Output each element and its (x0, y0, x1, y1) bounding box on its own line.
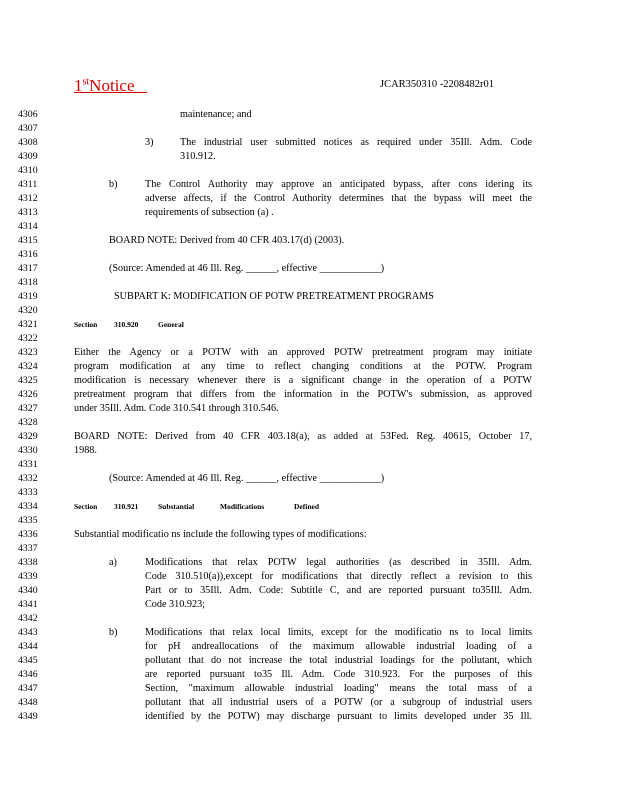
line-4345: pollutant that do not increase the total industrial loadings for the pollutant, which (145, 655, 532, 666)
line-number: 4348 (18, 697, 38, 708)
line-4324: program modification at any time to reflect changing conditions at the POTW. Program (74, 361, 532, 372)
line-4311: The Control Authority may approve an anticipated bypass, after cons idering its (145, 179, 532, 190)
line-number: 4347 (18, 683, 38, 694)
line-4341: Code 310.923; (145, 599, 205, 610)
line-number: 4330 (18, 445, 38, 456)
line-number: 4340 (18, 585, 38, 596)
line-4348: pollutant that all industrial users of a POTW (or a subgroup of industrial users (145, 697, 532, 708)
line-4313: requirements of subsection (a) . (145, 207, 274, 218)
section-number-4334: 310.921 (114, 502, 139, 511)
section-title-4321: General (158, 320, 184, 329)
line-number: 4328 (18, 417, 38, 428)
line-number: 4312 (18, 193, 38, 204)
notice-suffix: st (82, 76, 90, 88)
document-code: JCAR350310 -2208482r01 (380, 79, 495, 90)
line-number: 4327 (18, 403, 38, 414)
line-number: 4346 (18, 669, 38, 680)
board-note-4315: BOARD NOTE: Derived from 40 CFR 403.17(d) (2003). (109, 235, 345, 246)
line-number: 4329 (18, 431, 38, 442)
line-number: 4331 (18, 459, 38, 470)
line-4327: under 35Ill. Adm. Code 310.541 through 310.546. (74, 403, 279, 414)
line-number: 4308 (18, 137, 38, 148)
line-4312: adverse affects, if the Control Authority determines that the bypass will meet the (145, 193, 532, 204)
line-4325: modification is necessary whenever there is a significant change in the operation of a POTW (74, 375, 532, 386)
line-4323: Either the Agency or a POTW with an approved POTW pretreatment program may initiate (74, 347, 532, 358)
line-4340: Part or to 35Ill. Adm. Code: Subtitle C, and are reported pursuant to35Ill. Adm. (145, 585, 532, 596)
item-a-number: a) (109, 557, 117, 568)
source-note-4317: (Source: Amended at 46 Ill. Reg. ______, effective ____________) (109, 263, 385, 274)
line-number: 4313 (18, 207, 38, 218)
line-number: 4325 (18, 375, 38, 386)
section-title-part2: Modifications (220, 502, 265, 511)
line-number: 4332 (18, 473, 38, 484)
line-number: 4344 (18, 641, 38, 652)
line-number: 4326 (18, 389, 38, 400)
line-4339: Code 310.510(a)),except for modifications that directly reflect a revision to this (145, 571, 532, 582)
section-number-4321: 310.920 (114, 320, 139, 329)
line-number: 4336 (18, 529, 38, 540)
line-number: 4314 (18, 221, 38, 232)
line-number: 4323 (18, 347, 38, 358)
line-4308: The industrial user submitted notices as required under 35Ill. Adm. Code (180, 137, 532, 148)
item-b-number: b) (109, 179, 118, 190)
line-4309: 310.912. (180, 151, 216, 162)
line-number: 4345 (18, 655, 38, 666)
line-number: 4335 (18, 515, 38, 526)
section-title-part3: Defined (294, 502, 319, 511)
line-number: 4349 (18, 711, 38, 722)
line-number: 4334 (18, 501, 38, 512)
line-4346: are reported pursuant to35 Ill. Adm. Code 310.923. For the purposes of this (145, 669, 532, 680)
line-number: 4341 (18, 599, 38, 610)
notice-number: 1 (74, 76, 83, 95)
line-4306: maintenance; and (180, 109, 252, 120)
line-number: 4321 (18, 319, 38, 330)
line-number: 4311 (18, 179, 38, 190)
line-4336: Substantial modificatio ns include the following types of modifications: (74, 529, 367, 540)
line-number: 4309 (18, 151, 38, 162)
line-4344: for pH andreallocations of the maximum allowable industrial loading of a (145, 641, 532, 652)
line-4349: identified by the POTW) may discharge pursuant to limits developed under 35 Ill. (145, 711, 532, 722)
line-number: 4316 (18, 249, 38, 260)
line-4347: Section, "maximum allowable industrial loading" means the total mass of a (145, 683, 532, 694)
section-label-4334: Section (74, 502, 98, 511)
section-label-4321: Section (74, 320, 98, 329)
line-number: 4307 (18, 123, 38, 134)
source-note-4332: (Source: Amended at 46 Ill. Reg. ______, effective ____________) (109, 473, 385, 484)
line-number: 4338 (18, 557, 38, 568)
line-number: 4339 (18, 571, 38, 582)
line-number: 4320 (18, 305, 38, 316)
line-number: 4319 (18, 291, 38, 302)
line-4343: Modifications that relax local limits, except for the modificatio ns to local limits (145, 627, 532, 638)
line-number: 4343 (18, 627, 38, 638)
line-4330: 1988. (74, 445, 97, 456)
notice-heading (74, 76, 147, 96)
line-number: 4315 (18, 235, 38, 246)
line-number: 4342 (18, 613, 38, 624)
line-number: 4322 (18, 333, 38, 344)
line-4326: pretreatment program that differs from the information in the POTW's submission, as approved (74, 389, 532, 400)
line-number: 4337 (18, 543, 38, 554)
item-3-number: 3) (145, 137, 154, 148)
section-title-part1: Substantial (158, 502, 195, 511)
line-number: 4324 (18, 361, 38, 372)
line-4338: Modifications that relax POTW legal authorities (as described in 35Ill. Adm. (145, 557, 532, 568)
line-4329: BOARD NOTE: Derived from 40 CFR 403.18(a), as added at 53Fed. Reg. 40615, October 17, (74, 431, 532, 442)
line-number: 4333 (18, 487, 38, 498)
line-number: 4310 (18, 165, 38, 176)
subpart-heading: SUBPART K: MODIFICATION OF POTW PRETREATMENT PROGRAMS (114, 291, 434, 302)
item-b2-number: b) (109, 627, 118, 638)
line-number: 4306 (18, 109, 38, 120)
notice-word: Notice (89, 76, 135, 95)
line-number: 4318 (18, 277, 38, 288)
line-number: 4317 (18, 263, 38, 274)
